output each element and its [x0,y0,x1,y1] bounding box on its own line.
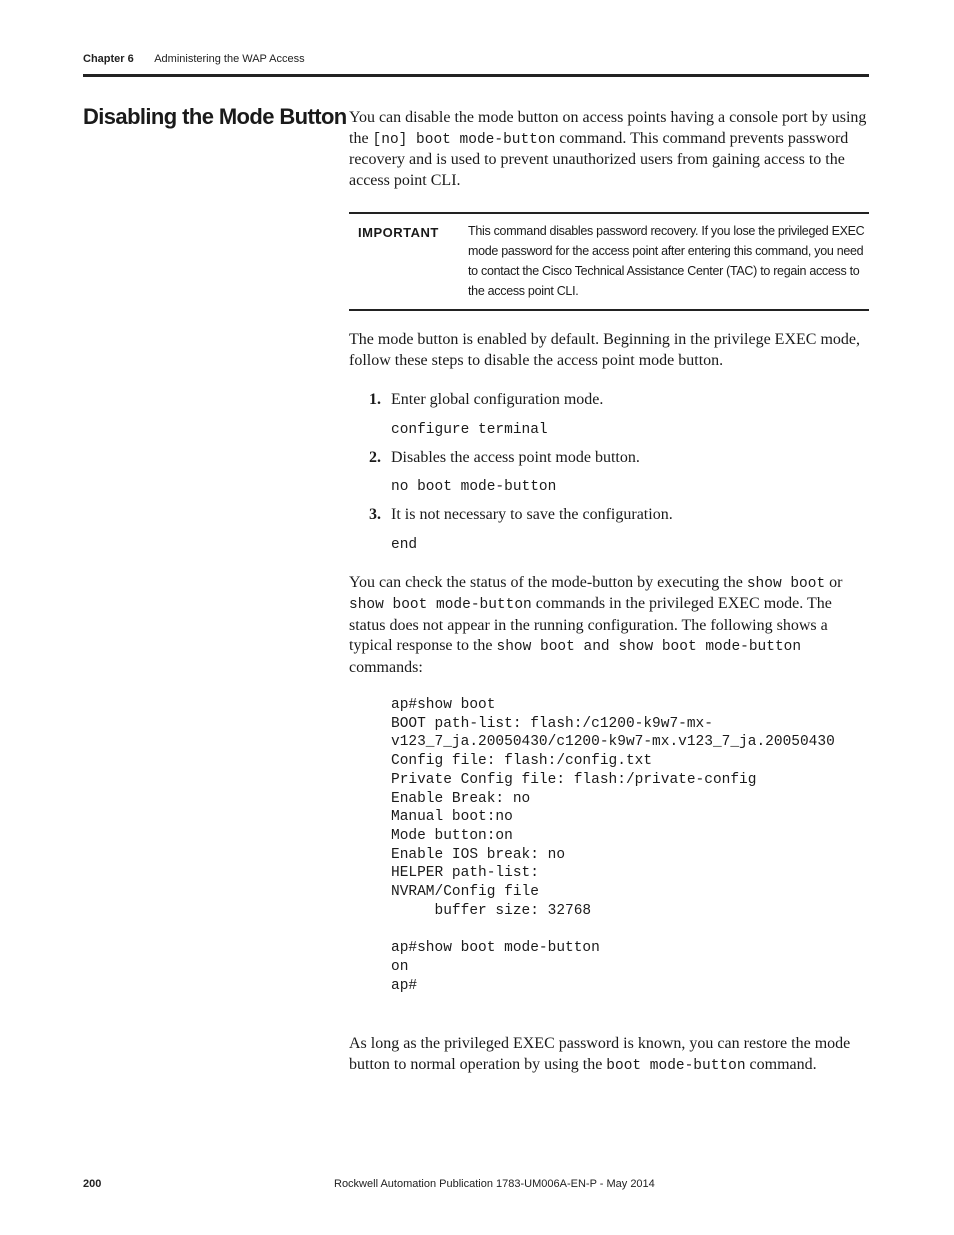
important-callout [349,212,869,311]
restore-paragraph [349,1034,869,1076]
publication-info: Rockwell Automation Publication 1783-UM006A-EN-P - May 2014 [334,1178,655,1190]
step-code: no boot mode-button [391,479,557,495]
step-number: 2. [369,448,381,466]
step-code: end [391,536,418,553]
important-label: IMPORTANT [358,225,439,240]
step-number: 1. [369,391,381,408]
status-text: commands: [349,658,423,676]
important-text: This command disables password recovery. If you lose the privileged EXEC mode password for the access point after entering this command, you need to contact the Cisco Technical Assistance Center (TAC) to regain access to the access point CLI. [468,224,865,298]
step-item [369,448,869,498]
page-number: 200 [83,1178,102,1190]
inline-code: show boot [746,575,826,592]
step-text: Disables the access point mode button. [391,448,640,466]
code-block: ap#show boot BOOT path-list: flash:/c1200-k9w7-mx- v123_7_ja.20050430/c1200-k9w7-mx.v123_7_ja.20050430 Config file: flash:/config.txt Private Config file: flash:/private-config Enable Break: no Manual boot:no Mode button:on Enable IOS break: no HELPER path-list: NVRAM/Config file buffer size: 32768 ap#show boot mode-button on ap# [391,697,835,994]
mode-button-paragraph: The mode button is enabled by default. Beginning in the privilege EXEC mode, follow these steps to disable the access point mode button. [349,331,860,369]
header-rule [83,74,869,77]
step-text: Enter global configuration mode. [391,391,604,408]
status-text: You can check the status of the mode-button by executing the [349,573,747,591]
step-item [369,390,869,440]
status-text: or [825,573,843,591]
chapter-label: Chapter 6 [83,53,134,65]
intro-text-end: command. This command prevents password recovery and is used to prevent unauthorized users from gaining access to the access point CLI. [349,129,849,189]
step-text: It is not necessary to save the configuration. [391,506,673,523]
inline-code: boot mode-button [606,1057,746,1074]
main-content [349,108,869,1076]
restore-text: As long as the privileged EXEC password is known, you can restore the mode button to normal operation by using the [349,1035,851,1073]
status-text: commands in the privileged EXEC mode. The status does not appear in the running configuration. The following shows a typical response to the [349,595,832,654]
inline-code: [no] boot mode-button [372,131,556,148]
step-number: 3. [369,506,381,523]
inline-code: show boot and show boot mode-button [496,639,802,655]
intro-text: You can disable the mode button on access points having a console port by using the [349,109,867,147]
status-paragraph [349,573,869,679]
chapter-title: Administering the WAP Access [154,53,305,65]
step-code: configure terminal [391,421,548,438]
inline-code: show boot mode-button [349,597,532,613]
steps-list [349,390,869,555]
running-header [83,53,305,65]
restore-text-end: command. [745,1055,817,1073]
intro-paragraph [349,108,869,191]
step-item [369,505,869,555]
section-title: Disabling the Mode Button [83,104,347,129]
